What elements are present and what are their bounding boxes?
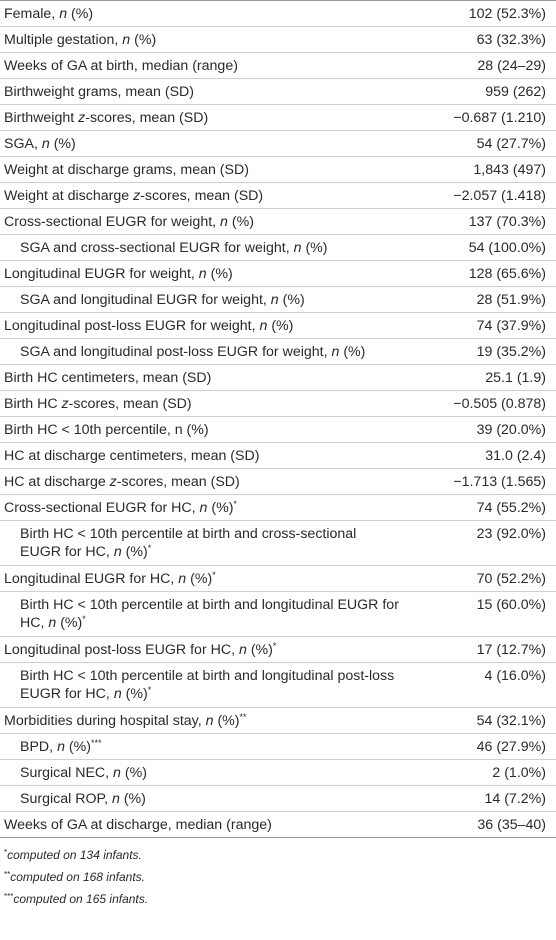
footnote-mark: *	[4, 848, 8, 857]
table-row	[0, 131, 556, 157]
row-label-italic: n	[122, 32, 131, 48]
row-label-italic: n	[220, 214, 228, 230]
footnote	[0, 888, 556, 910]
footnote-marker: *	[272, 641, 277, 651]
row-label-text: Weight at discharge grams, mean (SD)	[4, 162, 249, 178]
row-label	[20, 790, 400, 808]
row-label-text: Birth HC < 10th percentile at birth and longitudinal post-loss EUGR for HC,	[20, 668, 395, 702]
table-row	[0, 708, 556, 734]
row-label-italic: n	[113, 765, 121, 781]
row-label-suffix: (%)	[227, 214, 254, 230]
row-label-text: Longitudinal EUGR for HC,	[4, 571, 179, 587]
table-row	[0, 663, 556, 708]
row-value: 15 (60.0%)	[476, 597, 546, 613]
row-value: 28 (24–29)	[477, 58, 546, 74]
row-label-italic: n	[259, 318, 268, 334]
row-label-text: Weeks of GA at birth, median (range)	[4, 58, 238, 74]
row-label-italic: n	[112, 791, 120, 807]
row-label	[4, 499, 404, 517]
row-value: 54 (100.0%)	[468, 240, 546, 256]
footnote-mark: ***	[4, 892, 14, 901]
footnote-text: computed on 165 infants.	[13, 892, 149, 906]
row-label-text: Longitudinal post-loss EUGR for HC,	[4, 642, 239, 658]
row-label	[4, 473, 404, 491]
table-row	[0, 287, 556, 313]
row-label-text: SGA and longitudinal EUGR for weight,	[20, 292, 271, 308]
row-value: 74 (55.2%)	[476, 500, 546, 516]
row-label	[20, 764, 400, 782]
row-value: −0.505 (0.878)	[453, 396, 546, 412]
table-row	[0, 157, 556, 183]
row-label-text: HC at discharge	[4, 474, 110, 490]
row-label-suffix: -scores, mean (SD)	[116, 474, 240, 490]
row-label	[4, 421, 404, 439]
row-label-suffix: (%)	[119, 791, 146, 807]
row-label	[4, 641, 404, 659]
row-label-text: Longitudinal EUGR for weight,	[4, 266, 199, 282]
table-row	[0, 734, 556, 760]
row-label-italic: n	[41, 136, 50, 152]
footnote-text: computed on 134 infants.	[7, 848, 142, 862]
row-value: 70 (52.2%)	[476, 571, 546, 587]
row-label-text: Cross-sectional EUGR for weight,	[4, 214, 221, 230]
footnote-mark: **	[4, 870, 11, 879]
row-label-suffix: (%)	[64, 739, 91, 755]
table-row	[0, 53, 556, 79]
table-row	[0, 812, 556, 838]
row-value: 63 (32.3%)	[476, 32, 546, 48]
footnote	[0, 844, 556, 866]
row-label-suffix: -scores, mean (SD)	[85, 110, 209, 126]
row-value: 36 (35–40)	[477, 817, 546, 833]
row-label-italic: n	[205, 713, 214, 729]
row-label-text: Birth HC < 10th percentile at birth and cross-sectional EUGR for HC,	[20, 526, 357, 560]
row-label-suffix: (%)	[213, 713, 240, 729]
table-row	[0, 235, 556, 261]
table-footnotes	[0, 838, 556, 910]
table-row	[0, 313, 556, 339]
row-label	[20, 667, 400, 703]
row-label-text: Longitudinal post-loss EUGR for weight,	[4, 318, 260, 334]
footnote-marker: *	[233, 499, 237, 509]
row-label-text: SGA and cross-sectional EUGR for weight,	[20, 240, 294, 256]
footnote-marker: *	[147, 685, 152, 695]
table-row	[0, 105, 556, 131]
row-label-suffix: (%)	[121, 544, 148, 560]
row-label-text: Surgical ROP,	[20, 791, 112, 807]
row-label-text: Birth HC < 10th percentile at birth and longitudinal EUGR for HC,	[20, 597, 399, 631]
row-label-suffix: -scores, mean (SD)	[140, 188, 264, 204]
row-label-text: SGA and longitudinal post-loss EUGR for weight,	[20, 344, 332, 360]
row-label-italic: z	[78, 110, 86, 126]
row-value: 39 (20.0%)	[476, 422, 546, 438]
table-row	[0, 1, 556, 27]
row-value: 74 (37.9%)	[476, 318, 546, 334]
row-label-text: Birth HC centimeters, mean (SD)	[4, 370, 212, 386]
row-value: −0.687 (1.210)	[453, 110, 546, 126]
row-label-suffix: (%)	[246, 642, 273, 658]
row-label-italic: n	[59, 6, 68, 22]
row-label-suffix: (%)	[121, 686, 148, 702]
footnote-marker: *	[82, 614, 86, 624]
footnote-text: computed on 168 infants.	[10, 870, 145, 884]
row-value: 128 (65.6%)	[468, 266, 546, 282]
row-label-text: Morbidities during hospital stay,	[4, 713, 206, 729]
row-label	[4, 265, 404, 283]
row-label-suffix: (%)	[278, 292, 305, 308]
row-label	[4, 447, 404, 465]
row-value: 959 (262)	[485, 84, 546, 100]
row-label-suffix: -scores, mean (SD)	[68, 396, 192, 412]
row-value: 54 (32.1%)	[476, 713, 546, 729]
table-row	[0, 592, 556, 637]
row-label	[4, 816, 404, 834]
row-label-italic: n	[48, 615, 57, 631]
row-label	[20, 343, 400, 361]
row-label-suffix: (%)	[186, 571, 213, 587]
row-label	[20, 291, 400, 309]
footnote	[0, 866, 556, 888]
row-value: 102 (52.3%)	[468, 6, 546, 22]
row-label	[4, 712, 404, 730]
row-label-suffix: (%)	[49, 136, 76, 152]
row-value: 19 (35.2%)	[476, 344, 546, 360]
row-label-text: Birth HC < 10th percentile, n (%)	[4, 422, 209, 438]
row-label	[4, 57, 404, 75]
footnote-marker: *	[147, 543, 152, 553]
table-row	[0, 261, 556, 287]
row-label-italic: n	[270, 292, 279, 308]
row-label-italic: n	[293, 240, 302, 256]
row-label-italic: n	[198, 266, 207, 282]
row-label-suffix: (%)	[207, 500, 234, 516]
table-row	[0, 521, 556, 566]
row-label-text: Birthweight	[4, 110, 79, 126]
row-label	[20, 239, 400, 257]
row-label	[4, 317, 404, 335]
table-row	[0, 209, 556, 235]
table-row	[0, 339, 556, 365]
row-value: −2.057 (1.418)	[453, 188, 546, 204]
row-value: 1,843 (497)	[473, 162, 546, 178]
row-label	[4, 570, 404, 588]
row-label-text: Weeks of GA at discharge, median (range)	[4, 817, 272, 833]
row-label-italic: z	[133, 188, 141, 204]
footnote-marker: **	[239, 712, 247, 722]
table-row	[0, 443, 556, 469]
row-label-suffix: (%)	[301, 240, 328, 256]
row-value: 31.0 (2.4)	[485, 448, 546, 464]
row-value: 17 (12.7%)	[476, 642, 546, 658]
row-label-italic: n	[57, 739, 65, 755]
row-value: 54 (27.7%)	[476, 136, 546, 152]
row-label-text: Birth HC	[4, 396, 62, 412]
row-value: −1.713 (1.565)	[453, 474, 546, 490]
row-value: 25.1 (1.9)	[485, 370, 546, 386]
row-value: 137 (70.3%)	[468, 214, 546, 230]
row-label	[4, 135, 404, 153]
table-row	[0, 79, 556, 105]
row-label-text: BPD,	[20, 739, 58, 755]
row-label-italic: n	[199, 500, 208, 516]
row-label-text: Surgical NEC,	[20, 765, 114, 781]
table-row	[0, 183, 556, 209]
table-row	[0, 760, 556, 786]
row-value: 23 (92.0%)	[476, 526, 546, 542]
row-label-italic: n	[238, 642, 247, 658]
row-label	[4, 213, 404, 231]
row-label-suffix: (%)	[130, 32, 157, 48]
row-value: 14 (7.2%)	[484, 791, 546, 807]
row-label-suffix: (%)	[67, 6, 94, 22]
table-row	[0, 365, 556, 391]
row-label	[20, 596, 400, 632]
row-label-italic: z	[109, 474, 117, 490]
row-value: 4 (16.0%)	[484, 668, 546, 684]
row-label-suffix: (%)	[206, 266, 233, 282]
table-row	[0, 566, 556, 592]
row-label-text: Birthweight grams, mean (SD)	[4, 84, 195, 100]
row-label-italic: n	[178, 571, 187, 587]
row-label-text: HC at discharge centimeters, mean (SD)	[4, 448, 260, 464]
row-label	[4, 5, 404, 23]
row-value: 28 (51.9%)	[476, 292, 546, 308]
table-row	[0, 495, 556, 521]
row-label	[20, 738, 400, 756]
row-label-suffix: (%)	[120, 765, 147, 781]
row-label	[4, 109, 404, 127]
row-label	[4, 31, 404, 49]
table-row	[0, 786, 556, 812]
row-label-suffix: (%)	[339, 344, 366, 360]
row-label	[4, 369, 404, 387]
row-label-italic: n	[331, 344, 340, 360]
row-label-text: Multiple gestation,	[4, 32, 123, 48]
row-label-text: Weight at discharge	[4, 188, 134, 204]
table-row	[0, 27, 556, 53]
table-row	[0, 469, 556, 495]
row-label-italic: n	[113, 544, 122, 560]
table-row	[0, 391, 556, 417]
row-label	[20, 525, 400, 561]
row-label-text: SGA,	[4, 136, 42, 152]
row-label-italic: n	[113, 686, 122, 702]
row-label-suffix: (%)	[56, 615, 83, 631]
row-label	[4, 395, 404, 413]
row-label	[4, 83, 404, 101]
row-value: 2 (1.0%)	[492, 765, 546, 781]
table-row	[0, 637, 556, 663]
footnote-marker: ***	[90, 738, 102, 748]
row-label-suffix: (%)	[267, 318, 294, 334]
row-label	[4, 161, 404, 179]
row-value: 46 (27.9%)	[476, 739, 546, 755]
footnote-marker: *	[212, 570, 216, 580]
row-label-text: Cross-sectional EUGR for HC,	[4, 500, 200, 516]
table-row	[0, 417, 556, 443]
row-label	[4, 187, 404, 205]
row-label-italic: z	[61, 396, 69, 412]
row-label-text: Female,	[4, 6, 60, 22]
